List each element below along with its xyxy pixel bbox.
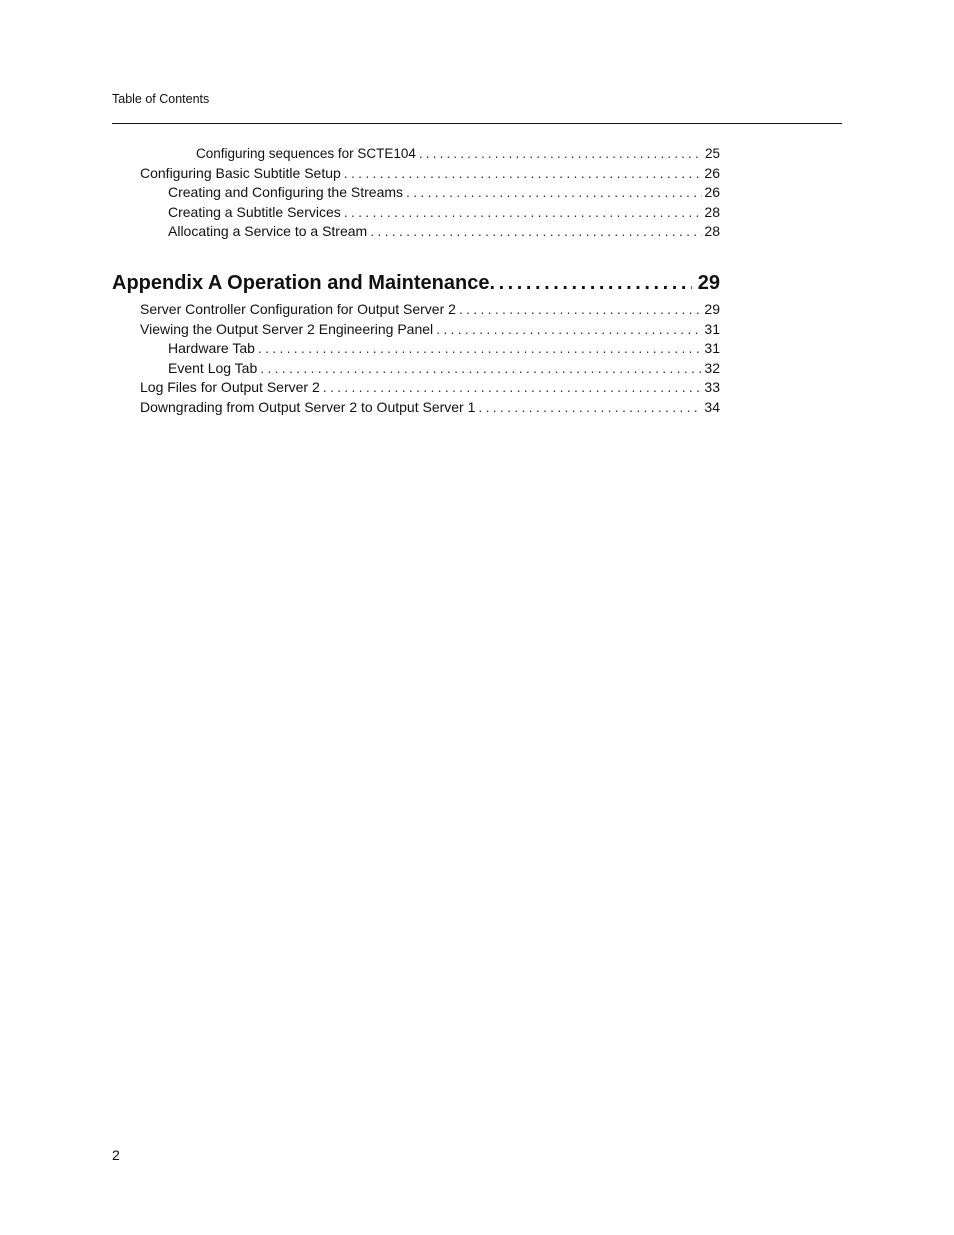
toc-entry[interactable] — [140, 300, 720, 320]
toc-entry[interactable] — [140, 320, 720, 340]
dot-leader — [436, 320, 702, 340]
toc-entry-page: 31 — [704, 320, 720, 337]
header-rule — [112, 123, 842, 124]
appendix-entry-list — [0, 300, 954, 417]
appendix-page: 29 — [697, 272, 720, 294]
toc-entry[interactable] — [168, 339, 720, 359]
toc-entry-page: 32 — [704, 359, 720, 376]
toc-entry[interactable] — [140, 378, 720, 398]
dot-leader — [323, 378, 703, 398]
dot-leader — [489, 270, 691, 296]
toc-entry-title: Log Files for Output Server 2 — [140, 379, 320, 395]
toc-entry-title: Downgrading from Output Server 2 to Output Server 1 — [140, 398, 476, 415]
appendix-heading[interactable] — [112, 270, 720, 296]
dot-leader — [344, 203, 703, 223]
toc-entry-page: 26 — [704, 164, 720, 181]
toc-entry[interactable] — [140, 398, 720, 418]
dot-leader — [459, 300, 702, 320]
toc-entry-title: Creating and Configuring the Streams — [168, 184, 404, 200]
toc-entry-page: 28 — [704, 223, 720, 239]
appendix-title: Appendix A Operation and Maintenance — [112, 272, 490, 294]
toc-entry-page: 25 — [704, 146, 720, 161]
toc-entry-title: Hardware Tab — [168, 340, 255, 356]
toc-entry-title: Creating a Subtitle Services — [168, 203, 341, 220]
dot-leader — [344, 164, 703, 184]
toc-entry-title: Configuring Basic Subtitle Setup — [140, 164, 341, 181]
toc-entry[interactable] — [168, 222, 720, 242]
toc-entry-page: 34 — [704, 398, 720, 415]
toc-entry-page: 28 — [704, 203, 720, 220]
toc-entry-title: Event Log Tab — [168, 359, 258, 376]
toc-entry[interactable] — [168, 203, 720, 223]
toc-entry[interactable] — [168, 359, 720, 379]
toc-entry-title: Server Controller Configuration for Output Server 2 — [140, 301, 456, 317]
dot-leader — [370, 222, 702, 242]
dot-leader — [260, 359, 702, 379]
toc-entry-title: Configuring sequences for SCTE104 — [196, 146, 416, 161]
toc-entry[interactable] — [140, 164, 720, 184]
dot-leader — [258, 339, 703, 359]
toc-entry[interactable] — [196, 144, 720, 164]
page-number: 2 — [112, 1147, 120, 1163]
toc-entry-page: 33 — [704, 379, 720, 395]
dot-leader — [419, 144, 703, 164]
toc-continued-list — [0, 144, 954, 242]
toc-entry[interactable] — [168, 183, 720, 203]
toc-entry-title: Viewing the Output Server 2 Engineering Panel — [140, 320, 434, 337]
toc-entry-page: 29 — [704, 301, 720, 317]
running-header: Table of Contents — [112, 92, 210, 106]
dot-leader — [406, 183, 702, 203]
dot-leader — [478, 398, 702, 418]
toc-entry-title: Allocating a Service to a Stream — [168, 223, 368, 239]
toc-entry-page: 26 — [704, 184, 720, 200]
toc-entry-page: 31 — [704, 340, 720, 356]
